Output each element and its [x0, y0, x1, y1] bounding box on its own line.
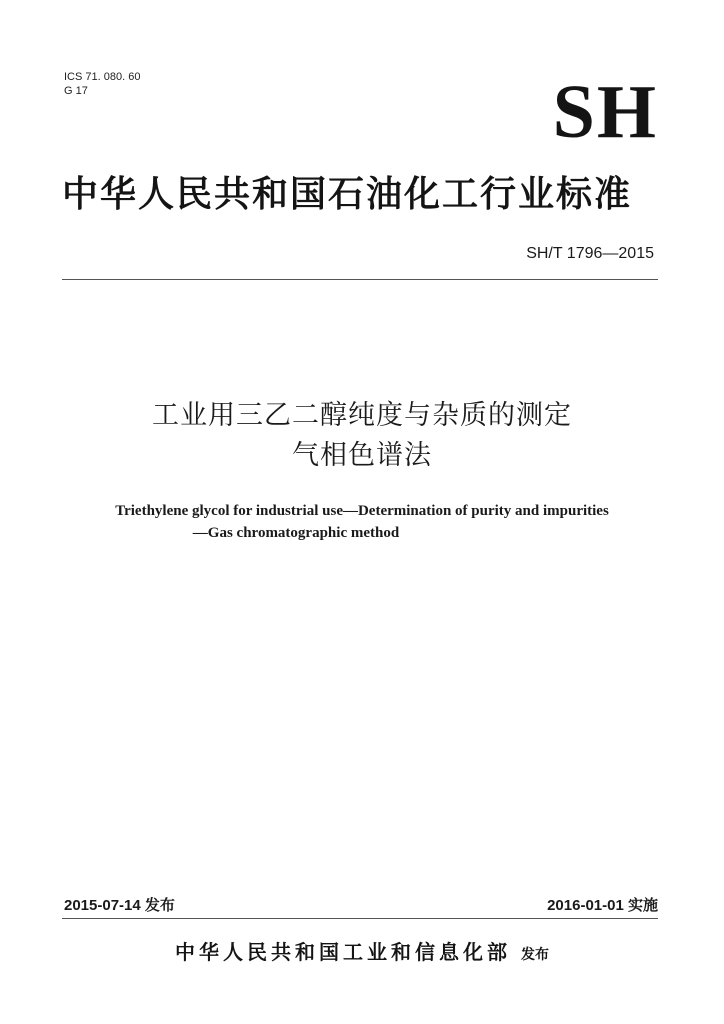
issuer-name: 中华人民共和国工业和信息化部 [175, 940, 511, 964]
english-title-line-1: Triethylene glycol for industrial use—Determination of purity and impurities [115, 503, 609, 519]
english-title-line-2: —Gas chromatographic method [192, 525, 400, 541]
issuing-authority [0, 936, 724, 965]
issuer-suffix: 发布 [521, 947, 549, 963]
chinese-title-line-1: 工业用三乙二醇纯度与杂质的测定 [152, 400, 572, 431]
english-title [0, 500, 724, 544]
sh-logo: SH [552, 70, 658, 154]
top-divider [62, 279, 658, 280]
implementation-date: 2016-01-01 实施 [547, 897, 658, 914]
ics-code: ICS 71. 080. 60 [64, 71, 141, 83]
standard-number: SH/T 1796—2015 [526, 245, 654, 262]
ccs-code: G 17 [64, 85, 88, 97]
bottom-divider [62, 918, 658, 919]
issue-date: 2015-07-14 发布 [64, 897, 175, 914]
classification-codes [64, 70, 140, 98]
chinese-title [0, 396, 724, 476]
org-standard-title: 中华人民共和国石油化工行业标准 [62, 174, 633, 215]
chinese-title-line-2: 气相色谱法 [292, 440, 432, 471]
